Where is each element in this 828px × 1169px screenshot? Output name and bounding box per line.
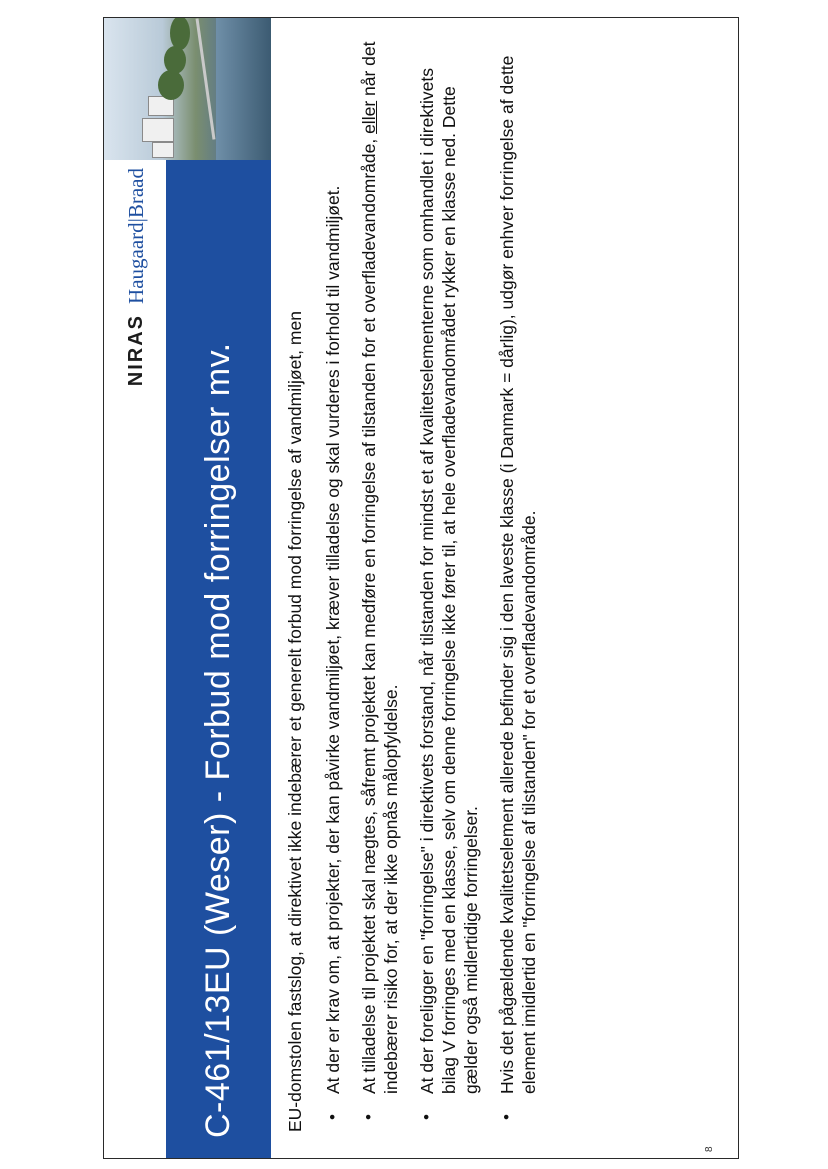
bullet-underlined-word: eller (359, 100, 379, 134)
page-number: 8 (704, 1146, 715, 1152)
photo-building (142, 118, 174, 142)
photo-water (216, 18, 271, 160)
title-bar (166, 160, 271, 1158)
bullet-text: At der foreligger en "forringelse" i direktivets forstand, når tilstanden for mindst et af kvalitetselementerne som omhandlet i direktivets bilag V forringes med en klasse, selv om denne forringelse ikke fører til, at hele overfladevandområdet rykker en klasse ned. Dette gælder også midlertidige forringelser. (417, 68, 481, 1094)
photo-tree (170, 18, 190, 50)
photo-building (152, 142, 174, 158)
bullet-item (416, 37, 482, 1132)
slide-frame (103, 17, 739, 1159)
header-photo (104, 18, 271, 160)
bullet-list (322, 37, 540, 1132)
slide-content (284, 37, 554, 1132)
haugaard-braad-logo: Haugaard|Braad (123, 168, 148, 304)
bullet-item (322, 37, 344, 1132)
slide-title: C-461/13EU (Weser) - Forbud mod forringelser mv. (199, 342, 237, 1138)
bullet-text: Hvis det pågældende kvalitetselement allerede befinder sig i den laveste klasse (i Danmark = dårlig), udgør enhver forringelse af dette element imidlertid en "forringelse af tilstanden" for et overfladevandområde. (497, 55, 539, 1094)
logo-row (116, 168, 156, 468)
bullet-text: At tilladelse til projektet skal nægtes, såfremt projektet kan medføre en forringelse af tilstanden for et overfladevandområde, (359, 133, 379, 1094)
photo-tree (164, 46, 186, 74)
bullet-text: At der er krav om, at projekter, der kan påvirke vandmiljøet, kræver tilladelse og skal vurderes i forhold til vandmiljøet. (323, 185, 343, 1094)
bullet-item (358, 37, 402, 1132)
niras-logo: NIRAS (124, 313, 147, 387)
photo-tree (158, 70, 184, 100)
photo-railing (196, 18, 216, 139)
intro-text: EU-domstolen fastslog, at direktivet ikke indebærer et generelt forbud mod forringelse af vandmiljøet, men (285, 311, 305, 1132)
bullet-text: når det indebærer risiko for, at der ikke opnås målopfyldelse. (359, 41, 401, 1094)
slide (104, 18, 738, 1158)
bullet-item (496, 37, 540, 1132)
